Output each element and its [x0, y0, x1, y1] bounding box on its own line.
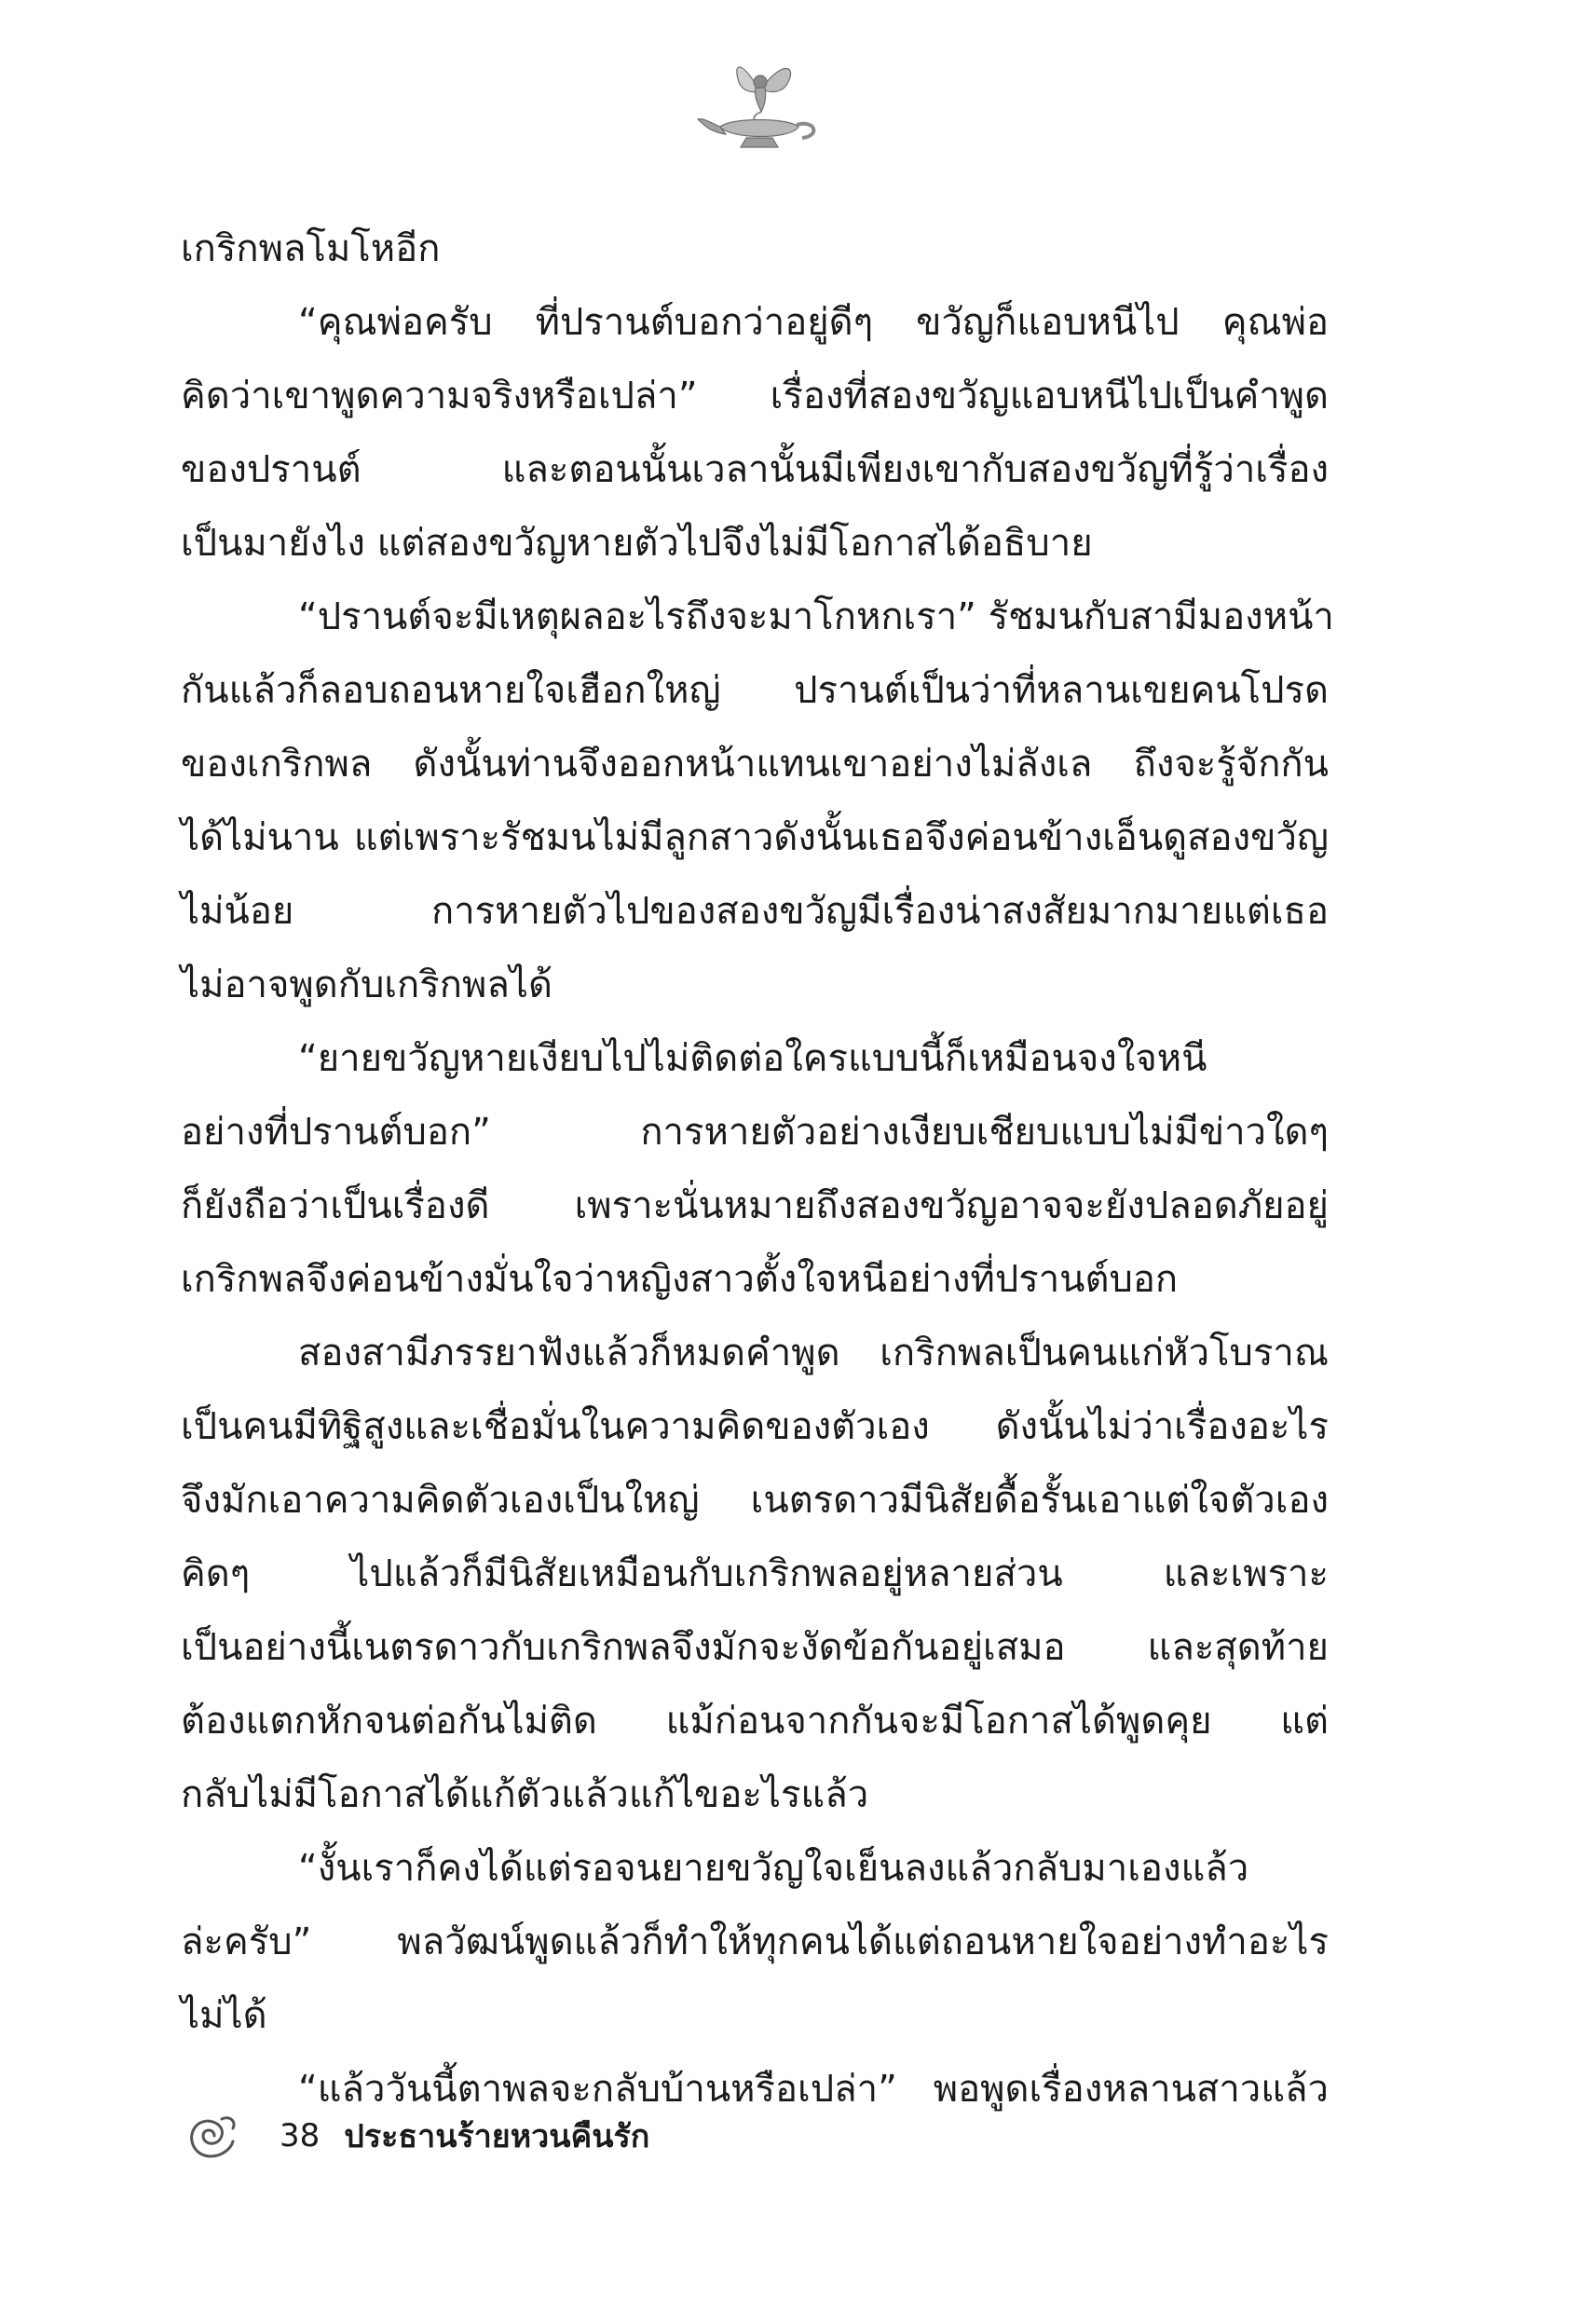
text-line: เป็นมายังไง แต่สองขวัญหายตัวไปจึงไม่มีโอกาสได้อธิบาย: [181, 522, 1093, 565]
text-line: สองสามีภรรยาฟังแล้วก็หมดคำพูด เกริกพลเป็นคนแก่หัวโบราณ: [298, 1332, 1329, 1374]
page-footer: [177, 2108, 649, 2164]
text-line: ของเกริกพล ดังนั้นท่านจึงออกหน้าแทนเขาอย่างไม่ลังเล ถึงจะรู้จักกัน: [181, 743, 1329, 786]
text-line: เป็นอย่างนี้เนตรดาวกับเกริกพลจึงมักจะงัดข้อกันอยู่เสมอ และสุดท้าย: [181, 1626, 1329, 1669]
text-line: ต้องแตกหักจนต่อกันไม่ติด แม้ก่อนจากกันจะมีโอกาสได้พูดคุย แต่: [181, 1700, 1329, 1743]
book-title: ประธานร้ายหวนคืนรัก: [344, 2118, 650, 2155]
text-line: ก็ยังถือว่าเป็นเรื่องดี เพราะนั่นหมายถึงสองขวัญอาจจะยังปลอดภัยอยู่: [181, 1184, 1329, 1227]
text-line: “แล้ววันนี้ตาพลจะกลับบ้านหรือเปล่า” พอพูดเรื่องหลานสาวแล้ว: [298, 2068, 1329, 2111]
text-line: คิดว่าเขาพูดความจริงหรือเปล่า” เรื่องที่สองขวัญแอบหนีไปเป็นคำพูด: [181, 375, 1329, 417]
text-line: “ยายขวัญหายเงียบไปไม่ติดต่อใครแบบนี้ก็เหมือนจงใจหนี: [298, 1037, 1207, 1080]
text-line: “ปรานต์จะมีเหตุผลอะไรถึงจะมาโกหกเรา” รัชมนกับสามีมองหน้า: [298, 595, 1334, 638]
text-line: จึงมักเอาความคิดตัวเองเป็นใหญ่ เนตรดาวมีนิสัยดื้อรั้นเอาแต่ใจตัวเอง: [181, 1479, 1329, 1522]
page-body: [181, 212, 1334, 2126]
page-number: 38: [280, 2117, 321, 2154]
text-line: ไม่ได้: [181, 1994, 267, 2037]
text-line: เกริกพลโมโหอีก: [181, 227, 441, 270]
text-line: ได้ไม่นาน แต่เพราะรัชมนไม่มีลูกสาวดังนั้นเธอจึงค่อนข้างเอ็นดูสองขวัญ: [181, 816, 1329, 859]
swirl-ornament-icon: [177, 2108, 242, 2164]
text-line: กันแล้วก็ลอบถอนหายใจเฮือกใหญ่ ปรานต์เป็นว่าที่หลานเขยคนโปรด: [181, 669, 1329, 712]
text-line: “คุณพ่อครับ ที่ปรานต์บอกว่าอยู่ดีๆ ขวัญก็แอบหนีไป คุณพ่อ: [298, 301, 1329, 344]
text-line: เกริกพลจึงค่อนข้างมั่นใจว่าหญิงสาวตั้งใจหนีอย่างที่ปรานต์บอก: [181, 1258, 1179, 1301]
genie-lamp-icon: [694, 54, 825, 157]
text-line: กลับไม่มีโอกาสได้แก้ตัวแล้วแก้ไขอะไรแล้ว: [181, 1773, 869, 1816]
text-line: ไม่น้อย การหายตัวไปของสองขวัญมีเรื่องน่าสงสัยมากมายแต่เธอ: [181, 890, 1329, 933]
text-line: เป็นคนมีทิฐิสูงและเชื่อมั่นในความคิดของตัวเอง ดังนั้นไม่ว่าเรื่องอะไร: [181, 1405, 1329, 1448]
text-line: คิดๆ ไปแล้วก็มีนิสัยเหมือนกับเกริกพลอยู่หลายส่วน และเพราะ: [181, 1552, 1329, 1595]
text-line: ล่ะครับ” พลวัฒน์พูดแล้วก็ทำให้ทุกคนได้แต่ถอนหายใจอย่างทำอะไร: [181, 1921, 1329, 1963]
text-line: อย่างที่ปรานต์บอก” การหายตัวอย่างเงียบเชียบแบบไม่มีข่าวใดๆ: [181, 1111, 1329, 1154]
text-line: “งั้นเราก็คงได้แต่รอจนยายขวัญใจเย็นลงแล้วกลับมาเองแล้ว: [298, 1847, 1249, 1890]
text-line: ไม่อาจพูดกับเกริกพลได้: [181, 964, 552, 1006]
text-line: ของปรานต์ และตอนนั้นเวลานั้นมีเพียงเขากับสองขวัญที่รู้ว่าเรื่อง: [181, 448, 1329, 491]
